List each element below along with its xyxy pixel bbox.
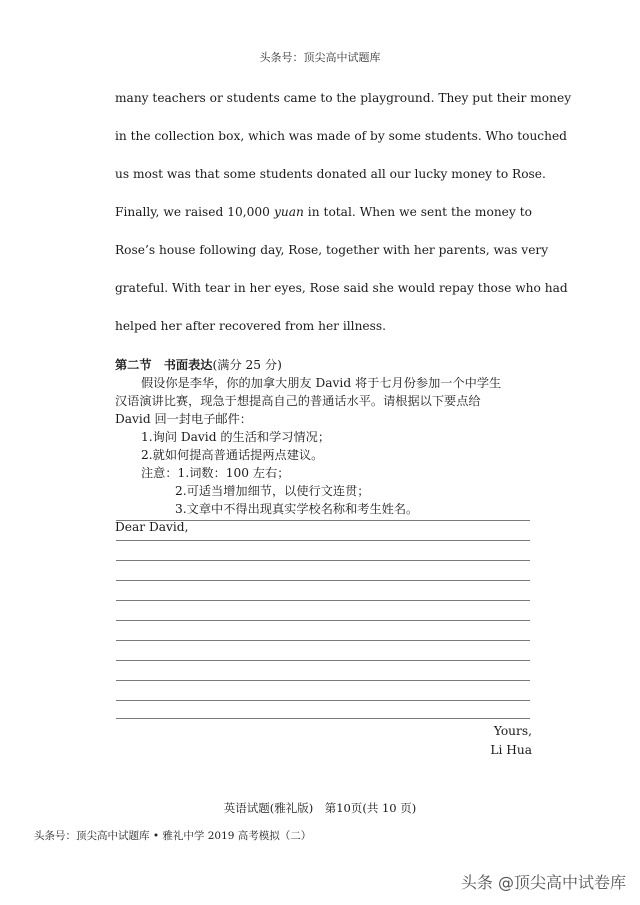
closing: Yours, [493,724,532,738]
section-heading [115,356,535,374]
task-text: 假设你是李华，你的加拿大朋友 David 将于七月份参加一个中学生 [141,376,502,390]
page-footer: 英语试题(雅礼版) 第10页(共 10 页) [223,801,417,815]
greeting: Dear David, [115,520,189,534]
task-point: 1.询问 David 的生活和学习情况； [141,430,331,444]
answer-line[interactable] [116,520,530,521]
watermark: 头条 @顶尖高中试卷库 [460,873,626,892]
passage-text: in total. When we sent the money to [303,205,533,219]
task-point: 2.就如何提高普通话提两点建议。 [141,448,324,462]
page-header: 头条号：顶尖高中试题库 [259,51,381,64]
source-line: 头条号：顶尖高中试题库 • 雅礼中学 2019 高考模拟（二） [34,830,312,842]
signature-name: Li Hua [490,743,532,757]
writing-task [115,356,535,536]
passage-text: Finally, we raised [115,205,228,219]
answer-line[interactable] [116,580,530,581]
score-note: (满分 25 分) [212,358,282,372]
passage-line: us most was that some students donated all our lucky money to Rose. [115,167,546,181]
task-note: 3.文章中不得出现真实学校名称和考生姓名。 [175,502,419,516]
task-text: David 回一封电子邮件： [115,412,252,426]
task-text: 汉语演讲比赛，现急于想提高自己的普通话水平。请根据以下要点给 [115,394,481,408]
answer-line[interactable] [116,700,530,701]
passage-line: grateful. With tear in her eyes, Rose said she would repay those who had [115,281,568,295]
amount-number: 10,000 [227,205,270,219]
yuan-word: yuan [273,205,304,219]
answer-line[interactable] [116,640,530,641]
task-note: 2.可适当增加细节，以使行文连贯； [175,484,370,498]
section-title: 第二节 书面表达 [115,358,213,372]
passage-line: in the collection box, which was made of by some students. Who touched [115,129,567,143]
answer-line[interactable] [116,540,530,541]
passage-line: many teachers or students came to the playground. They put their money [115,91,572,105]
answer-line[interactable] [116,620,530,621]
passage-line [115,204,532,220]
answer-line[interactable] [116,600,530,601]
answer-line[interactable] [116,660,530,661]
passage-line: helped her after recovered from her illness. [115,319,387,333]
answer-line[interactable] [116,680,530,681]
answer-line[interactable] [116,560,530,561]
answer-line[interactable] [116,718,530,719]
task-note: 注意：1.词数：100 左右； [141,466,290,480]
passage-line: Rose’s house following day, Rose, together with her parents, was very [115,243,549,257]
